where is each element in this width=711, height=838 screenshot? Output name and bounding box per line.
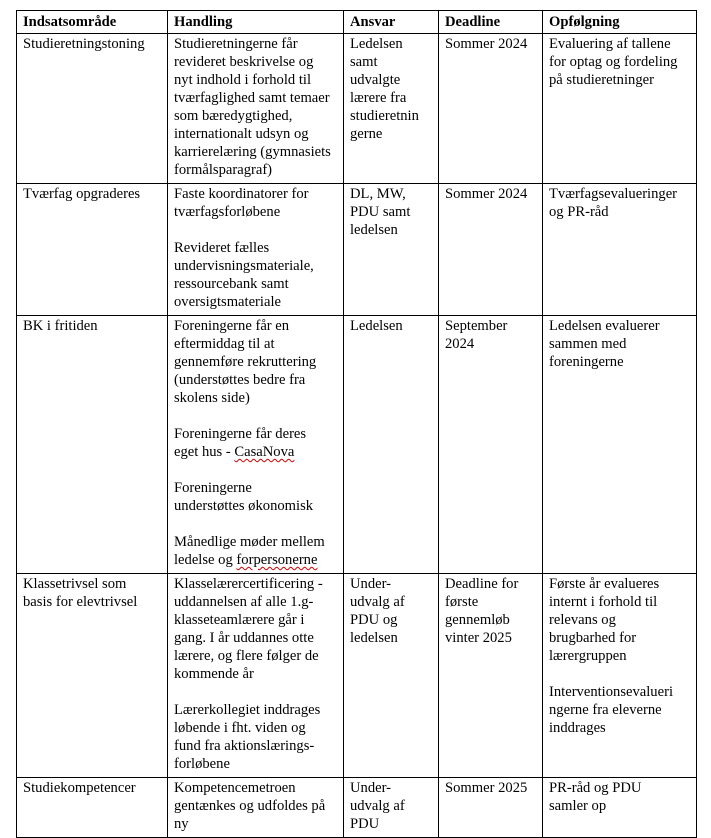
cell-line: ledelsen xyxy=(350,222,398,238)
cell-paragraph xyxy=(174,701,337,773)
cell-line: første xyxy=(445,594,479,610)
cell-line: som bæredygtighed, xyxy=(174,108,293,124)
cell-line: DL, MW, xyxy=(350,186,406,202)
cell-line: Faste koordinatorer for xyxy=(174,186,309,202)
cell-line: eftermiddag til at xyxy=(174,336,275,352)
cell-line: tværfaglighed samt temaer xyxy=(174,90,330,106)
table-row xyxy=(17,316,697,574)
cell-paragraph xyxy=(174,479,337,515)
cell-line: understøttes økonomisk xyxy=(174,498,314,514)
cell-line: foreningerne xyxy=(549,354,624,370)
cell-line: (understøttes bedre fra xyxy=(174,372,306,388)
table-row xyxy=(17,574,697,778)
cell-followup xyxy=(543,316,697,574)
cell-line: sammen med xyxy=(549,336,627,352)
cell-line: lærergruppen xyxy=(549,648,627,664)
cell-deadline xyxy=(439,184,543,316)
cell-paragraph xyxy=(549,779,690,815)
cell-responsible xyxy=(344,574,439,778)
cell-line: skolens side) xyxy=(174,390,250,406)
cell-line: relevans og xyxy=(549,612,616,628)
table-row xyxy=(17,778,697,838)
cell-line: fund fra aktionslærings- xyxy=(174,738,315,754)
cell-line: Ledelsen evaluerer xyxy=(549,318,660,334)
cell-paragraph xyxy=(174,533,337,569)
cell-line: brugbarhed for xyxy=(549,630,637,646)
cell-responsible xyxy=(344,316,439,574)
cell-line: inddrages xyxy=(549,720,606,736)
cell-line: Studieretningstoning xyxy=(23,36,145,52)
cell-followup xyxy=(543,778,697,838)
cell-paragraph xyxy=(174,35,337,179)
action-plan-table xyxy=(16,10,697,838)
cell-line: Første år evalueres xyxy=(549,576,660,592)
cell-line: PDU og xyxy=(350,612,398,628)
cell-paragraph xyxy=(174,425,337,461)
cell-line: ledelse og forpersonerne xyxy=(174,552,318,568)
cell-responsible xyxy=(344,34,439,184)
cell-line: Foreningerne xyxy=(174,480,252,496)
cell-line: PDU samt xyxy=(350,204,411,220)
cell-line: Deadline for xyxy=(445,576,519,592)
cell-paragraph xyxy=(549,185,690,221)
header-cell-deadline: Deadline xyxy=(439,11,543,34)
cell-line: September xyxy=(445,318,508,334)
cell-line: uddannelsen af alle 1.g- xyxy=(174,594,314,610)
cell-line: karrierelæring (gymnasiets xyxy=(174,144,331,160)
cell-action xyxy=(168,34,344,184)
cell-line: gerne xyxy=(350,126,383,142)
spellcheck-marked-word: forpersonerne xyxy=(236,552,318,568)
cell-line: undervisningsmateriale, xyxy=(174,258,314,274)
cell-line: Månedlige møder mellem xyxy=(174,534,325,550)
cell-line: lærere fra xyxy=(350,90,407,106)
cell-area xyxy=(17,778,168,838)
cell-line: Tværfag opgraderes xyxy=(23,186,141,202)
cell-line: udvalgte xyxy=(350,72,401,88)
cell-line: Ledelsen xyxy=(350,36,403,52)
cell-responsible xyxy=(344,778,439,838)
cell-followup xyxy=(543,574,697,778)
cell-line: tværfagsforløbene xyxy=(174,204,281,220)
cell-paragraph xyxy=(174,575,337,683)
cell-line: Foreningerne får deres xyxy=(174,426,307,442)
header-cell-action: Handling xyxy=(168,11,344,34)
cell-paragraph xyxy=(174,185,337,221)
cell-action xyxy=(168,184,344,316)
cell-line: PDU xyxy=(350,816,380,832)
cell-paragraph xyxy=(549,317,690,371)
cell-deadline xyxy=(439,316,543,574)
spellcheck-marked-word: CasaNova xyxy=(234,444,295,460)
cell-line: kommende år xyxy=(174,666,254,682)
cell-line: Lærerkollegiet inddrages xyxy=(174,702,321,718)
cell-line: Evaluering af tallene xyxy=(549,36,671,52)
cell-line: revideret beskrivelse og xyxy=(174,54,314,70)
cell-line: BK i fritiden xyxy=(23,318,98,334)
cell-line: Sommer 2024 xyxy=(445,186,528,202)
cell-line: på studieretninger xyxy=(549,72,654,88)
cell-line: for optag og fordeling xyxy=(549,54,678,70)
cell-area xyxy=(17,574,168,778)
cell-line: gennemløb xyxy=(445,612,510,628)
cell-line: Klasselærercertificering - xyxy=(174,576,323,592)
cell-line: ngerne fra eleverne xyxy=(549,702,662,718)
cell-line: Sommer 2025 xyxy=(445,780,528,796)
cell-paragraph xyxy=(549,575,690,665)
cell-deadline xyxy=(439,778,543,838)
cell-line: Interventionsevalueri xyxy=(549,684,673,700)
cell-line: Tværfagsevalueringer xyxy=(549,186,678,202)
cell-line: nyt indhold i forhold til xyxy=(174,72,312,88)
cell-line: internationalt udsyn og xyxy=(174,126,309,142)
cell-followup xyxy=(543,184,697,316)
cell-line: Revideret fælles xyxy=(174,240,270,256)
cell-line: 2024 xyxy=(445,336,475,352)
cell-line: studieretnin xyxy=(350,108,419,124)
cell-line: vinter 2025 xyxy=(445,630,512,646)
cell-paragraph xyxy=(174,779,337,833)
cell-line: Under- xyxy=(350,780,392,796)
header-row xyxy=(17,11,697,34)
cell-line: gennemføre rekruttering xyxy=(174,354,317,370)
cell-deadline xyxy=(439,574,543,778)
cell-line: basis for elevtrivsel xyxy=(23,594,138,610)
cell-line: samler op xyxy=(549,798,607,814)
cell-line: gang. I år uddannes otte xyxy=(174,630,314,646)
cell-line: Studieretningerne får xyxy=(174,36,298,52)
cell-line: og PR-råd xyxy=(549,204,609,220)
cell-line: Under- xyxy=(350,576,392,592)
header-cell-responsible: Ansvar xyxy=(344,11,439,34)
cell-line: gentænkes og udfoldes på xyxy=(174,798,326,814)
cell-paragraph xyxy=(174,317,337,407)
cell-line: eget hus - CasaNova xyxy=(174,444,295,460)
cell-responsible xyxy=(344,184,439,316)
cell-line: formålsparagraf) xyxy=(174,162,273,178)
cell-paragraph xyxy=(549,35,690,89)
cell-line: Ledelsen xyxy=(350,318,403,334)
cell-line: udvalg af xyxy=(350,594,405,610)
cell-action xyxy=(168,778,344,838)
cell-line: Foreningerne får en xyxy=(174,318,290,334)
cell-line: lærere, og flere følger de xyxy=(174,648,319,664)
header-cell-followup: Opfølgning xyxy=(543,11,697,34)
cell-line: Kompetencemetroen xyxy=(174,780,296,796)
cell-line: klasseteamlærere går i xyxy=(174,612,305,628)
header-cell-area: Indsatsområde xyxy=(17,11,168,34)
cell-area xyxy=(17,184,168,316)
table-row xyxy=(17,184,697,316)
cell-deadline xyxy=(439,34,543,184)
cell-line: løbende i fht. viden og xyxy=(174,720,306,736)
cell-line: forløbene xyxy=(174,756,230,772)
cell-action xyxy=(168,574,344,778)
cell-line: ny xyxy=(174,816,189,832)
cell-line: Studiekompetencer xyxy=(23,780,136,796)
cell-line: oversigtsmateriale xyxy=(174,294,281,310)
cell-paragraph xyxy=(174,239,337,311)
cell-line: Sommer 2024 xyxy=(445,36,528,52)
cell-followup xyxy=(543,34,697,184)
table-row xyxy=(17,34,697,184)
cell-paragraph xyxy=(549,683,690,737)
cell-line: ressourcebank samt xyxy=(174,276,289,292)
cell-area xyxy=(17,34,168,184)
cell-line: ledelsen xyxy=(350,630,398,646)
cell-line: PR-råd og PDU xyxy=(549,780,642,796)
cell-line: Klassetrivsel som xyxy=(23,576,127,592)
cell-action xyxy=(168,316,344,574)
cell-line: internt i forhold til xyxy=(549,594,658,610)
cell-area xyxy=(17,316,168,574)
cell-line: udvalg af xyxy=(350,798,405,814)
cell-line: samt xyxy=(350,54,378,70)
